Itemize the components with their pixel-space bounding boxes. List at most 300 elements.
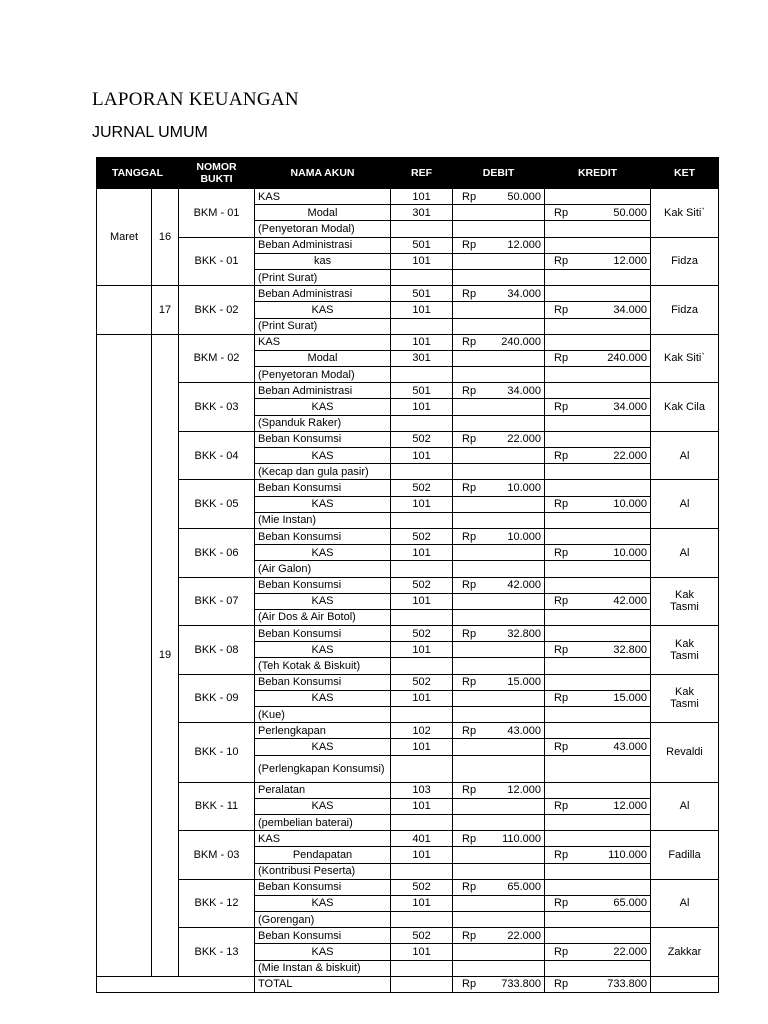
ref: 101 xyxy=(391,895,453,911)
kredit xyxy=(545,798,651,814)
currency-label: Rp xyxy=(462,190,477,203)
currency-label: Rp xyxy=(462,336,477,349)
debit xyxy=(453,350,545,366)
nama-akun: KAS xyxy=(255,895,391,911)
ref: 101 xyxy=(391,189,453,205)
currency-label: Rp xyxy=(554,848,569,861)
ket: Al xyxy=(651,879,719,928)
table-row xyxy=(97,723,719,739)
ref xyxy=(391,814,453,830)
nomor-bukti: BKM - 01 xyxy=(179,189,255,238)
nomor-bukti: BKM - 03 xyxy=(179,831,255,880)
ref: 401 xyxy=(391,831,453,847)
kredit xyxy=(545,237,651,253)
nama-akun: (Penyetoran Modal) xyxy=(255,367,391,383)
debit-value: 12.000 xyxy=(507,784,542,797)
nomor-bukti: BKK - 13 xyxy=(179,928,255,977)
debit xyxy=(453,895,545,911)
debit xyxy=(453,831,545,847)
kredit xyxy=(545,642,651,658)
kredit xyxy=(545,593,651,609)
ref xyxy=(391,755,453,782)
currency-label: Rp xyxy=(554,643,569,656)
ref: 101 xyxy=(391,944,453,960)
table-row xyxy=(97,626,719,642)
header-row xyxy=(97,158,719,189)
ket: Kak Cila xyxy=(651,383,719,432)
nama-akun: KAS xyxy=(255,496,391,512)
ket: Fidza xyxy=(651,237,719,286)
currency-label: Rp xyxy=(462,929,477,942)
ref: 101 xyxy=(391,642,453,658)
nomor-bukti: BKK - 04 xyxy=(179,431,255,480)
debit xyxy=(453,674,545,690)
currency-label: Rp xyxy=(554,546,569,559)
ref: 101 xyxy=(391,302,453,318)
ref: 101 xyxy=(391,545,453,561)
nama-akun: KAS xyxy=(255,690,391,706)
nomor-bukti: BKM - 02 xyxy=(179,334,255,383)
ket: Kak Siti` xyxy=(651,334,719,383)
kredit xyxy=(545,782,651,798)
kredit-value: 65.000 xyxy=(613,897,648,910)
kredit xyxy=(545,814,651,830)
ref xyxy=(391,863,453,879)
debit xyxy=(453,944,545,960)
kredit xyxy=(545,723,651,739)
nomor-bukti: BKK - 02 xyxy=(179,286,255,335)
nama-akun: KAS xyxy=(255,642,391,658)
currency-label: Rp xyxy=(462,433,477,446)
kredit xyxy=(545,367,651,383)
kredit xyxy=(545,205,651,221)
kredit xyxy=(545,512,651,528)
kredit-value: 32.800 xyxy=(613,643,648,656)
kredit xyxy=(545,480,651,496)
debit xyxy=(453,863,545,879)
currency-label: Rp xyxy=(554,595,569,608)
nama-akun: KAS xyxy=(255,399,391,415)
table-row xyxy=(97,237,719,253)
debit xyxy=(453,690,545,706)
header-nomor-bukti: NOMOR BUKTI xyxy=(179,158,255,189)
kredit xyxy=(545,561,651,577)
nomor-bukti: BKK - 10 xyxy=(179,723,255,782)
report-title: LAPORAN KEUANGAN xyxy=(92,89,299,110)
debit xyxy=(453,723,545,739)
ket: Al xyxy=(651,431,719,480)
debit xyxy=(453,561,545,577)
kredit-value: 240.000 xyxy=(607,352,648,365)
kredit xyxy=(545,528,651,544)
ref: 101 xyxy=(391,593,453,609)
nama-akun: Beban Konsumsi xyxy=(255,528,391,544)
currency-label: Rp xyxy=(462,784,477,797)
total-row xyxy=(97,976,719,992)
debit xyxy=(453,237,545,253)
nomor-bukti: BKK - 07 xyxy=(179,577,255,626)
ket: Al xyxy=(651,782,719,831)
kredit xyxy=(545,928,651,944)
journal-table xyxy=(96,157,719,993)
currency-label: Rp xyxy=(554,449,569,462)
debit xyxy=(453,383,545,399)
table-row xyxy=(97,189,719,205)
kredit xyxy=(545,545,651,561)
ref: 101 xyxy=(391,690,453,706)
currency-label: Rp xyxy=(554,978,569,991)
kredit xyxy=(545,755,651,782)
debit-value: 22.000 xyxy=(507,433,542,446)
kredit xyxy=(545,739,651,755)
ref: 101 xyxy=(391,739,453,755)
debit xyxy=(453,205,545,221)
debit xyxy=(453,415,545,431)
kredit xyxy=(545,912,651,928)
total-debit xyxy=(453,976,545,992)
debit-value: 32.800 xyxy=(507,627,542,640)
ref xyxy=(391,221,453,237)
currency-label: Rp xyxy=(462,579,477,592)
nama-akun: (Print Surat) xyxy=(255,269,391,285)
currency-label: Rp xyxy=(462,978,477,991)
header-ket: KET xyxy=(651,158,719,189)
nama-akun: (Print Surat) xyxy=(255,318,391,334)
total-debit-value: 733.800 xyxy=(501,978,542,991)
total-ref xyxy=(391,976,453,992)
debit xyxy=(453,739,545,755)
debit xyxy=(453,642,545,658)
date-day: 17 xyxy=(152,286,179,335)
nama-akun: Beban Konsumsi xyxy=(255,674,391,690)
kredit-value: 110.000 xyxy=(608,848,648,861)
kredit xyxy=(545,448,651,464)
debit xyxy=(453,221,545,237)
nama-akun: Modal xyxy=(255,350,391,366)
currency-label: Rp xyxy=(554,352,569,365)
ref: 501 xyxy=(391,237,453,253)
kredit xyxy=(545,302,651,318)
nama-akun: (Kontribusi Peserta) xyxy=(255,863,391,879)
nama-akun: Beban Konsumsi xyxy=(255,928,391,944)
nama-akun: (Kue) xyxy=(255,707,391,723)
debit xyxy=(453,528,545,544)
nama-akun: (Kecap dan gula pasir) xyxy=(255,464,391,480)
debit xyxy=(453,782,545,798)
ref xyxy=(391,367,453,383)
ref: 502 xyxy=(391,528,453,544)
debit-value: 22.000 xyxy=(507,929,542,942)
nama-akun: Peralatan xyxy=(255,782,391,798)
table-row xyxy=(97,528,719,544)
kredit xyxy=(545,626,651,642)
ref: 301 xyxy=(391,205,453,221)
nomor-bukti: BKK - 09 xyxy=(179,674,255,723)
debit xyxy=(453,448,545,464)
kredit xyxy=(545,707,651,723)
debit-value: 240.000 xyxy=(501,336,542,349)
debit-value: 34.000 xyxy=(507,287,542,300)
currency-label: Rp xyxy=(462,881,477,894)
debit xyxy=(453,593,545,609)
kredit-value: 10.000 xyxy=(613,498,648,511)
nama-akun: KAS xyxy=(255,944,391,960)
nama-akun: Pendapatan xyxy=(255,847,391,863)
ref xyxy=(391,269,453,285)
ref: 502 xyxy=(391,431,453,447)
kredit xyxy=(545,253,651,269)
debit xyxy=(453,609,545,625)
ref xyxy=(391,464,453,480)
table-row xyxy=(97,480,719,496)
debit-value: 15.000 xyxy=(507,676,542,689)
debit xyxy=(453,814,545,830)
total-spacer xyxy=(97,976,255,992)
total-kredit xyxy=(545,976,651,992)
debit xyxy=(453,545,545,561)
debit xyxy=(453,847,545,863)
ket: Kak Siti` xyxy=(651,189,719,238)
kredit xyxy=(545,674,651,690)
ket: Kak Tasmi xyxy=(651,674,719,723)
ket: Fidza xyxy=(651,286,719,335)
header-ref: REF xyxy=(391,158,453,189)
kredit-value: 50.000 xyxy=(613,206,648,219)
table-row xyxy=(97,577,719,593)
debit xyxy=(453,399,545,415)
debit-value: 34.000 xyxy=(507,384,542,397)
date-day: 19 xyxy=(152,334,179,976)
nama-akun: (Mie Instan & biskuit) xyxy=(255,960,391,976)
ref: 101 xyxy=(391,448,453,464)
nama-akun: (Spanduk Raker) xyxy=(255,415,391,431)
nomor-bukti: BKK - 03 xyxy=(179,383,255,432)
table-row xyxy=(97,782,719,798)
kredit xyxy=(545,577,651,593)
table-row xyxy=(97,286,719,302)
table-row xyxy=(97,383,719,399)
debit xyxy=(453,512,545,528)
nama-akun: KAS xyxy=(255,189,391,205)
nama-akun: (Gorengan) xyxy=(255,912,391,928)
ref: 502 xyxy=(391,626,453,642)
nama-akun: KAS xyxy=(255,545,391,561)
nama-akun: KAS xyxy=(255,448,391,464)
currency-label: Rp xyxy=(554,740,569,753)
nama-akun: Beban Konsumsi xyxy=(255,577,391,593)
kredit xyxy=(545,318,651,334)
table-row xyxy=(97,831,719,847)
debit xyxy=(453,334,545,350)
kredit xyxy=(545,383,651,399)
debit-value: 43.000 xyxy=(507,724,542,737)
currency-label: Rp xyxy=(554,498,569,511)
kredit xyxy=(545,350,651,366)
nama-akun: KAS xyxy=(255,739,391,755)
currency-label: Rp xyxy=(554,206,569,219)
debit xyxy=(453,798,545,814)
nama-akun: Perlengkapan xyxy=(255,723,391,739)
nama-akun: kas xyxy=(255,253,391,269)
currency-label: Rp xyxy=(462,627,477,640)
kredit xyxy=(545,189,651,205)
currency-label: Rp xyxy=(554,946,569,959)
kredit-value: 15.000 xyxy=(613,692,648,705)
kredit-value: 34.000 xyxy=(613,303,648,316)
kredit xyxy=(545,863,651,879)
ref: 502 xyxy=(391,928,453,944)
kredit-value: 12.000 xyxy=(613,800,648,813)
kredit xyxy=(545,286,651,302)
total-ket xyxy=(651,976,719,992)
currency-label: Rp xyxy=(462,724,477,737)
header-kredit: KREDIT xyxy=(545,158,651,189)
nama-akun: Beban Administrasi xyxy=(255,237,391,253)
debit xyxy=(453,496,545,512)
kredit xyxy=(545,269,651,285)
kredit xyxy=(545,334,651,350)
kredit xyxy=(545,879,651,895)
ref: 101 xyxy=(391,496,453,512)
ref: 101 xyxy=(391,399,453,415)
debit xyxy=(453,431,545,447)
ref: 502 xyxy=(391,577,453,593)
debit xyxy=(453,189,545,205)
date-month xyxy=(97,334,152,976)
nama-akun: Beban Konsumsi xyxy=(255,626,391,642)
kredit-value: 42.000 xyxy=(613,595,648,608)
debit xyxy=(453,879,545,895)
ref: 101 xyxy=(391,798,453,814)
ket: Al xyxy=(651,480,719,529)
table-row xyxy=(97,431,719,447)
ket: Fadilla xyxy=(651,831,719,880)
nama-akun: Beban Konsumsi xyxy=(255,431,391,447)
kredit-value: 22.000 xyxy=(613,449,648,462)
ref xyxy=(391,609,453,625)
nama-akun: Modal xyxy=(255,205,391,221)
debit-value: 65.000 xyxy=(507,881,542,894)
debit-value: 110.000 xyxy=(502,832,542,845)
currency-label: Rp xyxy=(554,255,569,268)
kredit xyxy=(545,895,651,911)
currency-label: Rp xyxy=(554,897,569,910)
nomor-bukti: BKK - 01 xyxy=(179,237,255,286)
kredit xyxy=(545,831,651,847)
kredit-value: 12.000 xyxy=(613,255,648,268)
kredit xyxy=(545,960,651,976)
date-month: Maret xyxy=(97,189,152,286)
currency-label: Rp xyxy=(462,832,477,845)
ref: 502 xyxy=(391,674,453,690)
debit xyxy=(453,960,545,976)
nomor-bukti: BKK - 08 xyxy=(179,626,255,675)
kredit xyxy=(545,221,651,237)
debit-value: 10.000 xyxy=(507,530,542,543)
kredit xyxy=(545,496,651,512)
ket: Al xyxy=(651,528,719,577)
kredit xyxy=(545,609,651,625)
ref xyxy=(391,707,453,723)
ref: 501 xyxy=(391,383,453,399)
table-row xyxy=(97,674,719,690)
currency-label: Rp xyxy=(554,303,569,316)
ref: 101 xyxy=(391,334,453,350)
table-row xyxy=(97,334,719,350)
debit xyxy=(453,286,545,302)
ref xyxy=(391,561,453,577)
nama-akun: (Perlengkapan Konsumsi) xyxy=(255,755,391,782)
ket: Kak Tasmi xyxy=(651,626,719,675)
kredit xyxy=(545,690,651,706)
debit xyxy=(453,707,545,723)
ref: 101 xyxy=(391,847,453,863)
currency-label: Rp xyxy=(462,239,477,252)
debit-value: 50.000 xyxy=(507,190,542,203)
ref xyxy=(391,415,453,431)
debit xyxy=(453,302,545,318)
header-debit: DEBIT xyxy=(453,158,545,189)
nama-akun: (Air Dos & Air Botol) xyxy=(255,609,391,625)
nama-akun: Beban Konsumsi xyxy=(255,879,391,895)
header-tanggal: TANGGAL xyxy=(97,158,179,189)
currency-label: Rp xyxy=(462,384,477,397)
kredit xyxy=(545,944,651,960)
nama-akun: (Mie Instan) xyxy=(255,512,391,528)
currency-label: Rp xyxy=(554,401,569,414)
kredit xyxy=(545,431,651,447)
kredit xyxy=(545,415,651,431)
ref xyxy=(391,912,453,928)
kredit xyxy=(545,847,651,863)
ket: Zakkar xyxy=(651,928,719,977)
debit xyxy=(453,577,545,593)
debit xyxy=(453,318,545,334)
nama-akun: KAS xyxy=(255,302,391,318)
currency-label: Rp xyxy=(554,800,569,813)
nama-akun: Beban Administrasi xyxy=(255,383,391,399)
kredit-value: 10.000 xyxy=(613,546,648,559)
debit xyxy=(453,367,545,383)
ref: 502 xyxy=(391,879,453,895)
nama-akun: (Air Galon) xyxy=(255,561,391,577)
debit xyxy=(453,755,545,782)
ref xyxy=(391,658,453,674)
nomor-bukti: BKK - 12 xyxy=(179,879,255,928)
debit xyxy=(453,928,545,944)
debit xyxy=(453,658,545,674)
debit xyxy=(453,626,545,642)
header-nama-akun: NAMA AKUN xyxy=(255,158,391,189)
ref: 102 xyxy=(391,723,453,739)
nama-akun: KAS xyxy=(255,831,391,847)
nama-akun: KAS xyxy=(255,798,391,814)
ref: 501 xyxy=(391,286,453,302)
date-month xyxy=(97,286,152,335)
journal-body xyxy=(97,189,719,977)
nama-akun: Beban Administrasi xyxy=(255,286,391,302)
table-row xyxy=(97,879,719,895)
kredit xyxy=(545,399,651,415)
nama-akun: (Penyetoran Modal) xyxy=(255,221,391,237)
total-kredit-value: 733.800 xyxy=(607,978,648,991)
currency-label: Rp xyxy=(462,481,477,494)
nama-akun: KAS xyxy=(255,334,391,350)
debit-value: 10.000 xyxy=(507,481,542,494)
debit xyxy=(453,464,545,480)
nama-akun: KAS xyxy=(255,593,391,609)
journal-subtitle: JURNAL UMUM xyxy=(92,124,208,141)
